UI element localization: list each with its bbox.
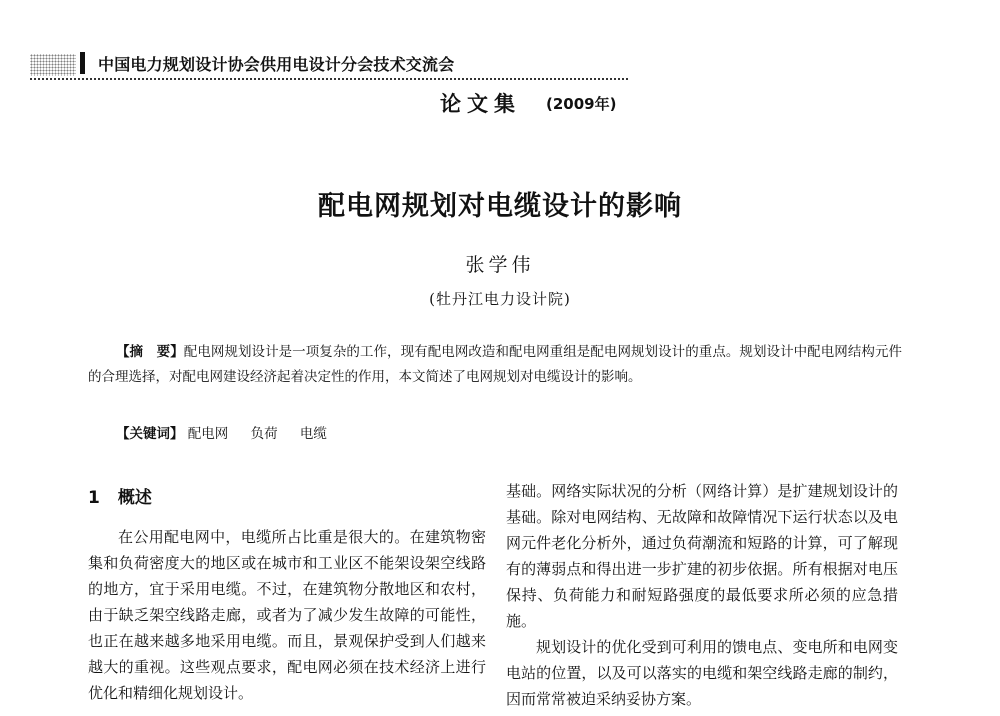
- keywords-label: 【关键词】: [116, 426, 184, 442]
- collection-title: 论文集: [440, 91, 521, 116]
- keyword-item: 负荷: [250, 426, 278, 442]
- conference-name: 中国电力规划设计协会供用电设计分会技术交流会: [98, 55, 455, 74]
- keyword-item: 电缆: [299, 426, 327, 442]
- section-heading: [88, 483, 152, 508]
- header-dotted-rule: [30, 78, 628, 80]
- author-name: 张学伟: [465, 254, 535, 276]
- abstract: [88, 340, 902, 390]
- section-title: 概述: [117, 488, 152, 508]
- abstract-text: 配电网规划设计是一项复杂的工作，现有配电网改造和配电网重组是配电网规划设计的重点。规划设计中配电网结构元件的合理选择，对配电网建设经济起着决定性的作用，本文简述了电网规划对电缆设计的影响。: [88, 344, 903, 385]
- collection-year: (2009年): [546, 95, 617, 113]
- section-number: 1: [88, 488, 100, 508]
- abstract-label: 【摘 要】: [116, 344, 184, 360]
- keyword-item: 配电网: [187, 426, 229, 442]
- body-paragraph-right-2: 规划设计的优化受到可利用的馈电点、变电所和电网变电站的位置，以及可以落实的电缆和架空线路走廊的制约，因而常常被迫采纳妥协方案。: [506, 638, 898, 708]
- keywords: [116, 422, 345, 442]
- left-column: [88, 524, 486, 716]
- body-paragraph-right-1: 基础。网络实际状况的分析（网络计算）是扩建规划设计的基础。除对电网结构、无故障和故障情况下运行状态以及电网元件老化分析外，通过负荷潮流和短路的计算，可了解现有的薄弱点和得出进一步扩建的初步依据。所有根据对电压保持、负荷能力和耐短路强度的最低要求所必须的应急措施。: [506, 482, 898, 630]
- body-paragraph-left: 在公用配电网中，电缆所占比重是很大的。在建筑物密集和负荷密度大的地区或在城市和工业区不能架设架空线路的地方，宜于采用电缆。不过，在建筑物分散地区和农村，由于缺乏架空线路走廊，或者为了减少发生故障的可能性，也正在越来越多地采用电缆。而且，景观保护受到人们越来越大的重视。这些观点要求，配电网必须在技术经济上进行优化和精细化规划设计。: [88, 528, 486, 702]
- header-bar: [80, 52, 85, 74]
- header-halftone-decoration: [30, 54, 76, 76]
- article-title: 配电网规划对电缆设计的影响: [318, 191, 682, 222]
- author-affiliation: (牡丹江电力设计院): [429, 290, 571, 308]
